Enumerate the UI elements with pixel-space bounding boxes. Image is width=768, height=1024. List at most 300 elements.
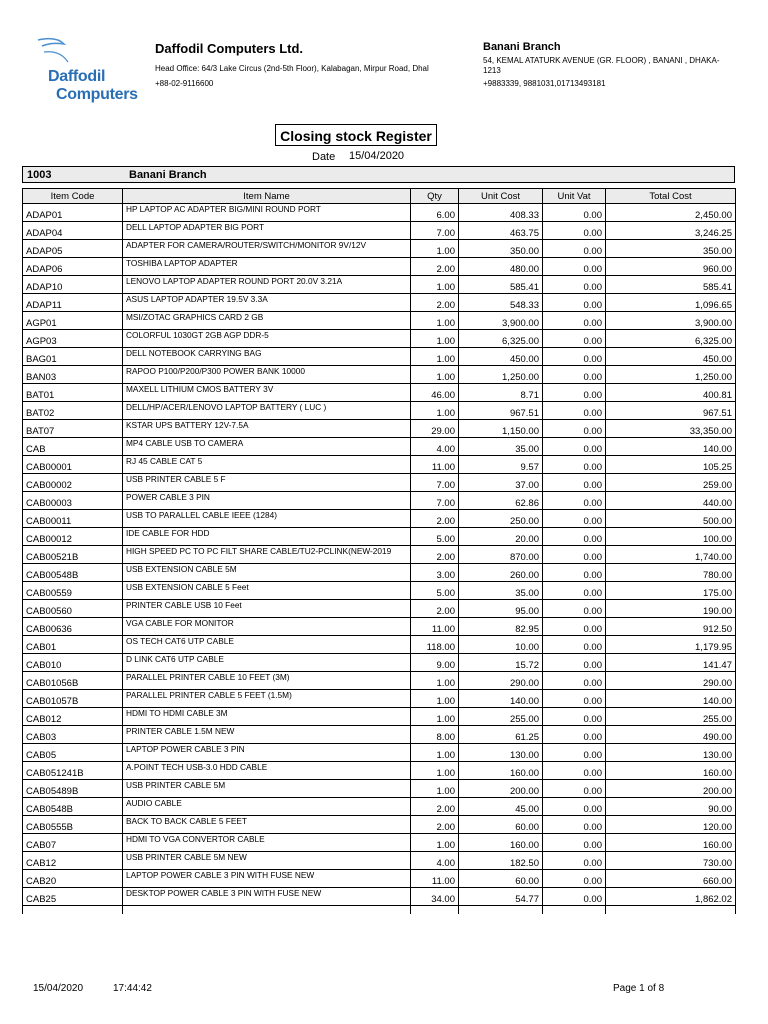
total-cost-cell: 130.00 xyxy=(606,744,736,762)
item-code-cell: ADAP01 xyxy=(23,204,123,222)
item-code-cell: BAG01 xyxy=(23,348,123,366)
qty-cell: 1.00 xyxy=(411,402,459,420)
item-name-cell: HP LAPTOP AC ADAPTER BIG/MINI ROUND PORT xyxy=(123,204,411,222)
qty-cell: 2.00 xyxy=(411,546,459,564)
logo-text-line2: Computers xyxy=(56,86,138,103)
item-code-cell: BAT07 xyxy=(23,420,123,438)
unit-vat-cell: 0.00 xyxy=(543,528,606,546)
total-cost-cell: 100.00 xyxy=(606,528,736,546)
item-code-cell: BAT01 xyxy=(23,384,123,402)
unit-vat-cell: 0.00 xyxy=(543,726,606,744)
unit-vat-cell: 0.00 xyxy=(543,798,606,816)
item-name-cell: ASUS LAPTOP ADAPTER 19.5V 3.3A xyxy=(123,294,411,312)
table-row xyxy=(23,888,736,906)
item-name-cell: PRINTER CABLE USB 10 Feet xyxy=(123,600,411,618)
item-code-cell: CAB0548B xyxy=(23,798,123,816)
unit-vat-cell: 0.00 xyxy=(543,294,606,312)
qty-cell: 3.00 xyxy=(411,564,459,582)
unit-cost-cell: 60.00 xyxy=(459,816,543,834)
unit-cost-cell: 870.00 xyxy=(459,546,543,564)
total-cost-cell: 90.00 xyxy=(606,798,736,816)
qty-cell: 5.00 xyxy=(411,528,459,546)
unit-vat-cell: 0.00 xyxy=(543,348,606,366)
total-cost-cell: 585.41 xyxy=(606,276,736,294)
qty-cell: 1.00 xyxy=(411,762,459,780)
table-row xyxy=(23,438,736,456)
total-cost-cell: 350.00 xyxy=(606,240,736,258)
item-name-cell: AUDIO CABLE xyxy=(123,798,411,816)
item-name-cell: COLORFUL 1030GT 2GB AGP DDR-5 xyxy=(123,330,411,348)
table-row xyxy=(23,852,736,870)
unit-cost-cell: 82.95 xyxy=(459,618,543,636)
report-title: Closing stock Register xyxy=(275,124,437,146)
table-row xyxy=(23,348,736,366)
qty-cell: 1.00 xyxy=(411,744,459,762)
unit-cost-cell: 350.00 xyxy=(459,240,543,258)
footer-print-time: 17:44:42 xyxy=(113,983,152,994)
qty-cell: 1.00 xyxy=(411,276,459,294)
unit-vat-cell: 0.00 xyxy=(543,564,606,582)
unit-vat-cell: 0.00 xyxy=(543,510,606,528)
table-row xyxy=(23,564,736,582)
item-code-cell: ADAP05 xyxy=(23,240,123,258)
item-name-cell: DESKTOP POWER CABLE 3 PIN WITH FUSE NEW xyxy=(123,888,411,906)
table-row xyxy=(23,672,736,690)
item-code-cell: CAB03 xyxy=(23,726,123,744)
column-header-item-name: Item Name xyxy=(123,189,411,204)
item-code-cell: BAT02 xyxy=(23,402,123,420)
column-header-unit-vat: Unit Vat xyxy=(543,189,606,204)
empty-cell xyxy=(123,906,411,915)
unit-vat-cell: 0.00 xyxy=(543,276,606,294)
company-head-office: Head Office: 64/3 Lake Circus (2nd-5th Floor), Kalabagan, Mirpur Road, Dhal xyxy=(155,64,429,73)
stock-table xyxy=(22,188,736,914)
total-cost-cell: 1,096.65 xyxy=(606,294,736,312)
item-code-cell: CAB00001 xyxy=(23,456,123,474)
item-name-cell: DELL/HP/ACER/LENOVO LAPTOP BATTERY ( LUC ) xyxy=(123,402,411,420)
unit-vat-cell: 0.00 xyxy=(543,636,606,654)
branch-name: Banani Branch xyxy=(129,169,207,181)
unit-cost-cell: 62.86 xyxy=(459,492,543,510)
item-code-cell: ADAP06 xyxy=(23,258,123,276)
unit-cost-cell: 160.00 xyxy=(459,762,543,780)
column-header-qty: Qty xyxy=(411,189,459,204)
total-cost-cell: 400.81 xyxy=(606,384,736,402)
qty-cell: 11.00 xyxy=(411,456,459,474)
qty-cell: 34.00 xyxy=(411,888,459,906)
item-name-cell: MSI/ZOTAC GRAPHICS CARD 2 GB xyxy=(123,312,411,330)
qty-cell: 4.00 xyxy=(411,852,459,870)
total-cost-cell: 660.00 xyxy=(606,870,736,888)
total-cost-cell: 1,179.95 xyxy=(606,636,736,654)
unit-cost-cell: 37.00 xyxy=(459,474,543,492)
item-name-cell: HDMI TO HDMI CABLE 3M xyxy=(123,708,411,726)
total-cost-cell: 175.00 xyxy=(606,582,736,600)
table-row xyxy=(23,618,736,636)
total-cost-cell: 290.00 xyxy=(606,672,736,690)
company-logo xyxy=(28,32,138,112)
item-code-cell: CAB25 xyxy=(23,888,123,906)
qty-cell: 1.00 xyxy=(411,834,459,852)
item-code-cell: CAB07 xyxy=(23,834,123,852)
column-header-item-code: Item Code xyxy=(23,189,123,204)
item-name-cell: TOSHIBA LAPTOP ADAPTER xyxy=(123,258,411,276)
unit-vat-cell: 0.00 xyxy=(543,744,606,762)
item-code-cell: CAB00002 xyxy=(23,474,123,492)
table-row xyxy=(23,456,736,474)
empty-cell xyxy=(543,906,606,915)
total-cost-cell: 1,862.02 xyxy=(606,888,736,906)
unit-cost-cell: 9.57 xyxy=(459,456,543,474)
table-row-empty xyxy=(23,906,736,915)
table-row xyxy=(23,420,736,438)
item-name-cell: LAPTOP POWER CABLE 3 PIN WITH FUSE NEW xyxy=(123,870,411,888)
qty-cell: 2.00 xyxy=(411,798,459,816)
table-row xyxy=(23,744,736,762)
table-row xyxy=(23,240,736,258)
stock-table-body xyxy=(23,204,736,915)
item-code-cell: CAB012 xyxy=(23,708,123,726)
total-cost-cell: 160.00 xyxy=(606,834,736,852)
table-row xyxy=(23,762,736,780)
unit-cost-cell: 60.00 xyxy=(459,870,543,888)
total-cost-cell: 140.00 xyxy=(606,438,736,456)
qty-cell: 1.00 xyxy=(411,780,459,798)
branch-code: 1003 xyxy=(27,169,52,181)
item-name-cell: IDE CABLE FOR HDD xyxy=(123,528,411,546)
table-row xyxy=(23,276,736,294)
total-cost-cell: 120.00 xyxy=(606,816,736,834)
item-name-cell: DELL NOTEBOOK CARRYING BAG xyxy=(123,348,411,366)
total-cost-cell: 440.00 xyxy=(606,492,736,510)
table-row xyxy=(23,582,736,600)
table-row xyxy=(23,474,736,492)
qty-cell: 2.00 xyxy=(411,600,459,618)
qty-cell: 9.00 xyxy=(411,654,459,672)
item-name-cell: LENOVO LAPTOP ADAPTER ROUND PORT 20.0V 3.21A xyxy=(123,276,411,294)
item-code-cell: CAB01 xyxy=(23,636,123,654)
unit-vat-cell: 0.00 xyxy=(543,888,606,906)
total-cost-cell: 1,250.00 xyxy=(606,366,736,384)
table-row xyxy=(23,726,736,744)
item-name-cell: OS TECH CAT6 UTP CABLE xyxy=(123,636,411,654)
qty-cell: 29.00 xyxy=(411,420,459,438)
table-row xyxy=(23,690,736,708)
item-name-cell: USB PRINTER CABLE 5M NEW xyxy=(123,852,411,870)
item-code-cell: ADAP11 xyxy=(23,294,123,312)
unit-cost-cell: 6,325.00 xyxy=(459,330,543,348)
empty-cell xyxy=(606,906,736,915)
item-code-cell: ADAP04 xyxy=(23,222,123,240)
qty-cell: 7.00 xyxy=(411,492,459,510)
item-code-cell: BAN03 xyxy=(23,366,123,384)
unit-cost-cell: 463.75 xyxy=(459,222,543,240)
qty-cell: 6.00 xyxy=(411,204,459,222)
qty-cell: 1.00 xyxy=(411,672,459,690)
qty-cell: 11.00 xyxy=(411,618,459,636)
qty-cell: 1.00 xyxy=(411,348,459,366)
table-row xyxy=(23,330,736,348)
unit-cost-cell: 8.71 xyxy=(459,384,543,402)
item-name-cell: USB EXTENSION CABLE 5M xyxy=(123,564,411,582)
unit-vat-cell: 0.00 xyxy=(543,204,606,222)
total-cost-cell: 912.50 xyxy=(606,618,736,636)
branch-address: 54, KEMAL ATATURK AVENUE (GR. FLOOR) , BANANI , DHAKA-1213 xyxy=(483,56,720,75)
item-code-cell: CAB0555B xyxy=(23,816,123,834)
item-name-cell: VGA CABLE FOR MONITOR xyxy=(123,618,411,636)
unit-cost-cell: 10.00 xyxy=(459,636,543,654)
table-row xyxy=(23,510,736,528)
date-label: Date xyxy=(312,151,336,163)
unit-vat-cell: 0.00 xyxy=(543,438,606,456)
branch-group-header xyxy=(22,166,735,183)
item-name-cell: USB PRINTER CABLE 5 F xyxy=(123,474,411,492)
unit-vat-cell: 0.00 xyxy=(543,366,606,384)
table-row xyxy=(23,384,736,402)
unit-vat-cell: 0.00 xyxy=(543,600,606,618)
total-cost-cell: 141.47 xyxy=(606,654,736,672)
unit-vat-cell: 0.00 xyxy=(543,384,606,402)
unit-cost-cell: 15.72 xyxy=(459,654,543,672)
unit-vat-cell: 0.00 xyxy=(543,474,606,492)
table-row xyxy=(23,366,736,384)
item-code-cell: CAB05489B xyxy=(23,780,123,798)
qty-cell: 2.00 xyxy=(411,294,459,312)
unit-vat-cell: 0.00 xyxy=(543,240,606,258)
unit-cost-cell: 967.51 xyxy=(459,402,543,420)
total-cost-cell: 255.00 xyxy=(606,708,736,726)
unit-cost-cell: 45.00 xyxy=(459,798,543,816)
table-row xyxy=(23,870,736,888)
item-name-cell: A.POINT TECH USB-3.0 HDD CABLE xyxy=(123,762,411,780)
item-name-cell: USB TO PARALLEL CABLE IEEE (1284) xyxy=(123,510,411,528)
qty-cell: 11.00 xyxy=(411,870,459,888)
total-cost-cell: 200.00 xyxy=(606,780,736,798)
unit-cost-cell: 20.00 xyxy=(459,528,543,546)
total-cost-cell: 160.00 xyxy=(606,762,736,780)
unit-cost-cell: 450.00 xyxy=(459,348,543,366)
unit-vat-cell: 0.00 xyxy=(543,546,606,564)
qty-cell: 2.00 xyxy=(411,258,459,276)
unit-vat-cell: 0.00 xyxy=(543,258,606,276)
unit-vat-cell: 0.00 xyxy=(543,852,606,870)
item-name-cell: MAXELL LITHIUM CMOS BATTERY 3V xyxy=(123,384,411,402)
total-cost-cell: 780.00 xyxy=(606,564,736,582)
item-code-cell: CAB12 xyxy=(23,852,123,870)
item-name-cell: HDMI TO VGA CONVERTOR CABLE xyxy=(123,834,411,852)
table-row xyxy=(23,204,736,222)
qty-cell: 1.00 xyxy=(411,312,459,330)
qty-cell: 1.00 xyxy=(411,330,459,348)
total-cost-cell: 33,350.00 xyxy=(606,420,736,438)
item-name-cell: HIGH SPEED PC TO PC FILT SHARE CABLE/TU2-PCLINK(NEW-2019 xyxy=(123,546,411,564)
total-cost-cell: 500.00 xyxy=(606,510,736,528)
qty-cell: 4.00 xyxy=(411,438,459,456)
item-code-cell: CAB00012 xyxy=(23,528,123,546)
empty-cell xyxy=(459,906,543,915)
report-date: 15/04/2020 xyxy=(349,150,405,162)
item-code-cell: CAB01057B xyxy=(23,690,123,708)
unit-vat-cell: 0.00 xyxy=(543,330,606,348)
total-cost-cell: 490.00 xyxy=(606,726,736,744)
item-code-cell: CAB010 xyxy=(23,654,123,672)
item-code-cell: CAB00003 xyxy=(23,492,123,510)
total-cost-cell: 1,740.00 xyxy=(606,546,736,564)
table-row xyxy=(23,600,736,618)
item-name-cell: PRINTER CABLE 1.5M NEW xyxy=(123,726,411,744)
table-row xyxy=(23,294,736,312)
empty-cell xyxy=(23,906,123,915)
unit-cost-cell: 140.00 xyxy=(459,690,543,708)
item-code-cell: CAB xyxy=(23,438,123,456)
item-name-cell: D LINK CAT6 UTP CABLE xyxy=(123,654,411,672)
unit-cost-cell: 35.00 xyxy=(459,438,543,456)
item-name-cell: MP4 CABLE USB TO CAMERA xyxy=(123,438,411,456)
total-cost-cell: 105.25 xyxy=(606,456,736,474)
unit-vat-cell: 0.00 xyxy=(543,618,606,636)
item-name-cell: RAPOO P100/P200/P300 POWER BANK 10000 xyxy=(123,366,411,384)
total-cost-cell: 450.00 xyxy=(606,348,736,366)
table-row xyxy=(23,402,736,420)
logo-swoosh-icon xyxy=(34,34,74,68)
unit-cost-cell: 1,250.00 xyxy=(459,366,543,384)
unit-vat-cell: 0.00 xyxy=(543,582,606,600)
total-cost-cell: 730.00 xyxy=(606,852,736,870)
unit-vat-cell: 0.00 xyxy=(543,654,606,672)
column-header-unit-cost: Unit Cost xyxy=(459,189,543,204)
unit-vat-cell: 0.00 xyxy=(543,420,606,438)
qty-cell: 1.00 xyxy=(411,240,459,258)
item-name-cell: PARALLEL PRINTER CABLE 5 FEET (1.5M) xyxy=(123,690,411,708)
unit-vat-cell: 0.00 xyxy=(543,816,606,834)
qty-cell: 1.00 xyxy=(411,366,459,384)
unit-vat-cell: 0.00 xyxy=(543,762,606,780)
item-name-cell: USB EXTENSION CABLE 5 Feet xyxy=(123,582,411,600)
qty-cell: 2.00 xyxy=(411,816,459,834)
table-row xyxy=(23,546,736,564)
unit-vat-cell: 0.00 xyxy=(543,312,606,330)
total-cost-cell: 3,246.25 xyxy=(606,222,736,240)
item-code-cell: CAB05 xyxy=(23,744,123,762)
table-row xyxy=(23,708,736,726)
unit-cost-cell: 1,150.00 xyxy=(459,420,543,438)
item-code-cell: CAB00636 xyxy=(23,618,123,636)
item-name-cell: ADAPTER FOR CAMERA/ROUTER/SWITCH/MONITOR 9V/12V xyxy=(123,240,411,258)
unit-cost-cell: 200.00 xyxy=(459,780,543,798)
unit-vat-cell: 0.00 xyxy=(543,834,606,852)
branch-phone: +9883339, 9881031,01713493181 xyxy=(483,79,606,88)
unit-vat-cell: 0.00 xyxy=(543,870,606,888)
item-code-cell: AGP03 xyxy=(23,330,123,348)
unit-cost-cell: 260.00 xyxy=(459,564,543,582)
total-cost-cell: 6,325.00 xyxy=(606,330,736,348)
logo-text-line1: Daffodil xyxy=(48,68,106,85)
table-row xyxy=(23,492,736,510)
table-row xyxy=(23,780,736,798)
footer-print-date: 15/04/2020 xyxy=(33,983,84,994)
qty-cell: 8.00 xyxy=(411,726,459,744)
qty-cell: 7.00 xyxy=(411,474,459,492)
item-name-cell: KSTAR UPS BATTERY 12V-7.5A xyxy=(123,420,411,438)
item-code-cell: ADAP10 xyxy=(23,276,123,294)
item-code-cell: CAB00548B xyxy=(23,564,123,582)
item-name-cell: LAPTOP POWER CABLE 3 PIN xyxy=(123,744,411,762)
unit-cost-cell: 480.00 xyxy=(459,258,543,276)
qty-cell: 1.00 xyxy=(411,690,459,708)
company-name: Daffodil Computers Ltd. xyxy=(155,41,304,56)
unit-cost-cell: 3,900.00 xyxy=(459,312,543,330)
table-row xyxy=(23,654,736,672)
item-code-cell: CAB01056B xyxy=(23,672,123,690)
total-cost-cell: 2,450.00 xyxy=(606,204,736,222)
unit-vat-cell: 0.00 xyxy=(543,222,606,240)
table-header-row xyxy=(23,189,736,204)
item-code-cell: CAB00559 xyxy=(23,582,123,600)
empty-cell xyxy=(411,906,459,915)
qty-cell: 1.00 xyxy=(411,708,459,726)
unit-vat-cell: 0.00 xyxy=(543,780,606,798)
unit-cost-cell: 35.00 xyxy=(459,582,543,600)
unit-cost-cell: 585.41 xyxy=(459,276,543,294)
unit-cost-cell: 255.00 xyxy=(459,708,543,726)
total-cost-cell: 3,900.00 xyxy=(606,312,736,330)
unit-vat-cell: 0.00 xyxy=(543,402,606,420)
unit-cost-cell: 182.50 xyxy=(459,852,543,870)
item-code-cell: CAB00011 xyxy=(23,510,123,528)
unit-vat-cell: 0.00 xyxy=(543,456,606,474)
branch-title: Banani Branch xyxy=(483,41,561,53)
table-row xyxy=(23,834,736,852)
table-row xyxy=(23,222,736,240)
item-code-cell: CAB00521B xyxy=(23,546,123,564)
unit-cost-cell: 250.00 xyxy=(459,510,543,528)
table-row xyxy=(23,528,736,546)
unit-cost-cell: 548.33 xyxy=(459,294,543,312)
table-row xyxy=(23,258,736,276)
unit-cost-cell: 54.77 xyxy=(459,888,543,906)
item-name-cell: BACK TO BACK CABLE 5 FEET xyxy=(123,816,411,834)
total-cost-cell: 140.00 xyxy=(606,690,736,708)
item-name-cell: PARALLEL PRINTER CABLE 10 FEET (3M) xyxy=(123,672,411,690)
total-cost-cell: 259.00 xyxy=(606,474,736,492)
footer-page-number: Page 1 of 8 xyxy=(613,983,665,994)
unit-cost-cell: 408.33 xyxy=(459,204,543,222)
item-code-cell: CAB00560 xyxy=(23,600,123,618)
table-row xyxy=(23,798,736,816)
item-code-cell: CAB051241B xyxy=(23,762,123,780)
unit-cost-cell: 290.00 xyxy=(459,672,543,690)
qty-cell: 7.00 xyxy=(411,222,459,240)
table-row xyxy=(23,312,736,330)
unit-cost-cell: 61.25 xyxy=(459,726,543,744)
qty-cell: 2.00 xyxy=(411,510,459,528)
table-row xyxy=(23,636,736,654)
qty-cell: 118.00 xyxy=(411,636,459,654)
unit-vat-cell: 0.00 xyxy=(543,672,606,690)
item-name-cell: POWER CABLE 3 PIN xyxy=(123,492,411,510)
unit-vat-cell: 0.00 xyxy=(543,708,606,726)
unit-vat-cell: 0.00 xyxy=(543,690,606,708)
item-name-cell: USB PRINTER CABLE 5M xyxy=(123,780,411,798)
unit-cost-cell: 95.00 xyxy=(459,600,543,618)
item-code-cell: AGP01 xyxy=(23,312,123,330)
total-cost-cell: 190.00 xyxy=(606,600,736,618)
column-header-total-cost: Total Cost xyxy=(606,189,736,204)
unit-cost-cell: 130.00 xyxy=(459,744,543,762)
unit-cost-cell: 160.00 xyxy=(459,834,543,852)
total-cost-cell: 960.00 xyxy=(606,258,736,276)
total-cost-cell: 967.51 xyxy=(606,402,736,420)
